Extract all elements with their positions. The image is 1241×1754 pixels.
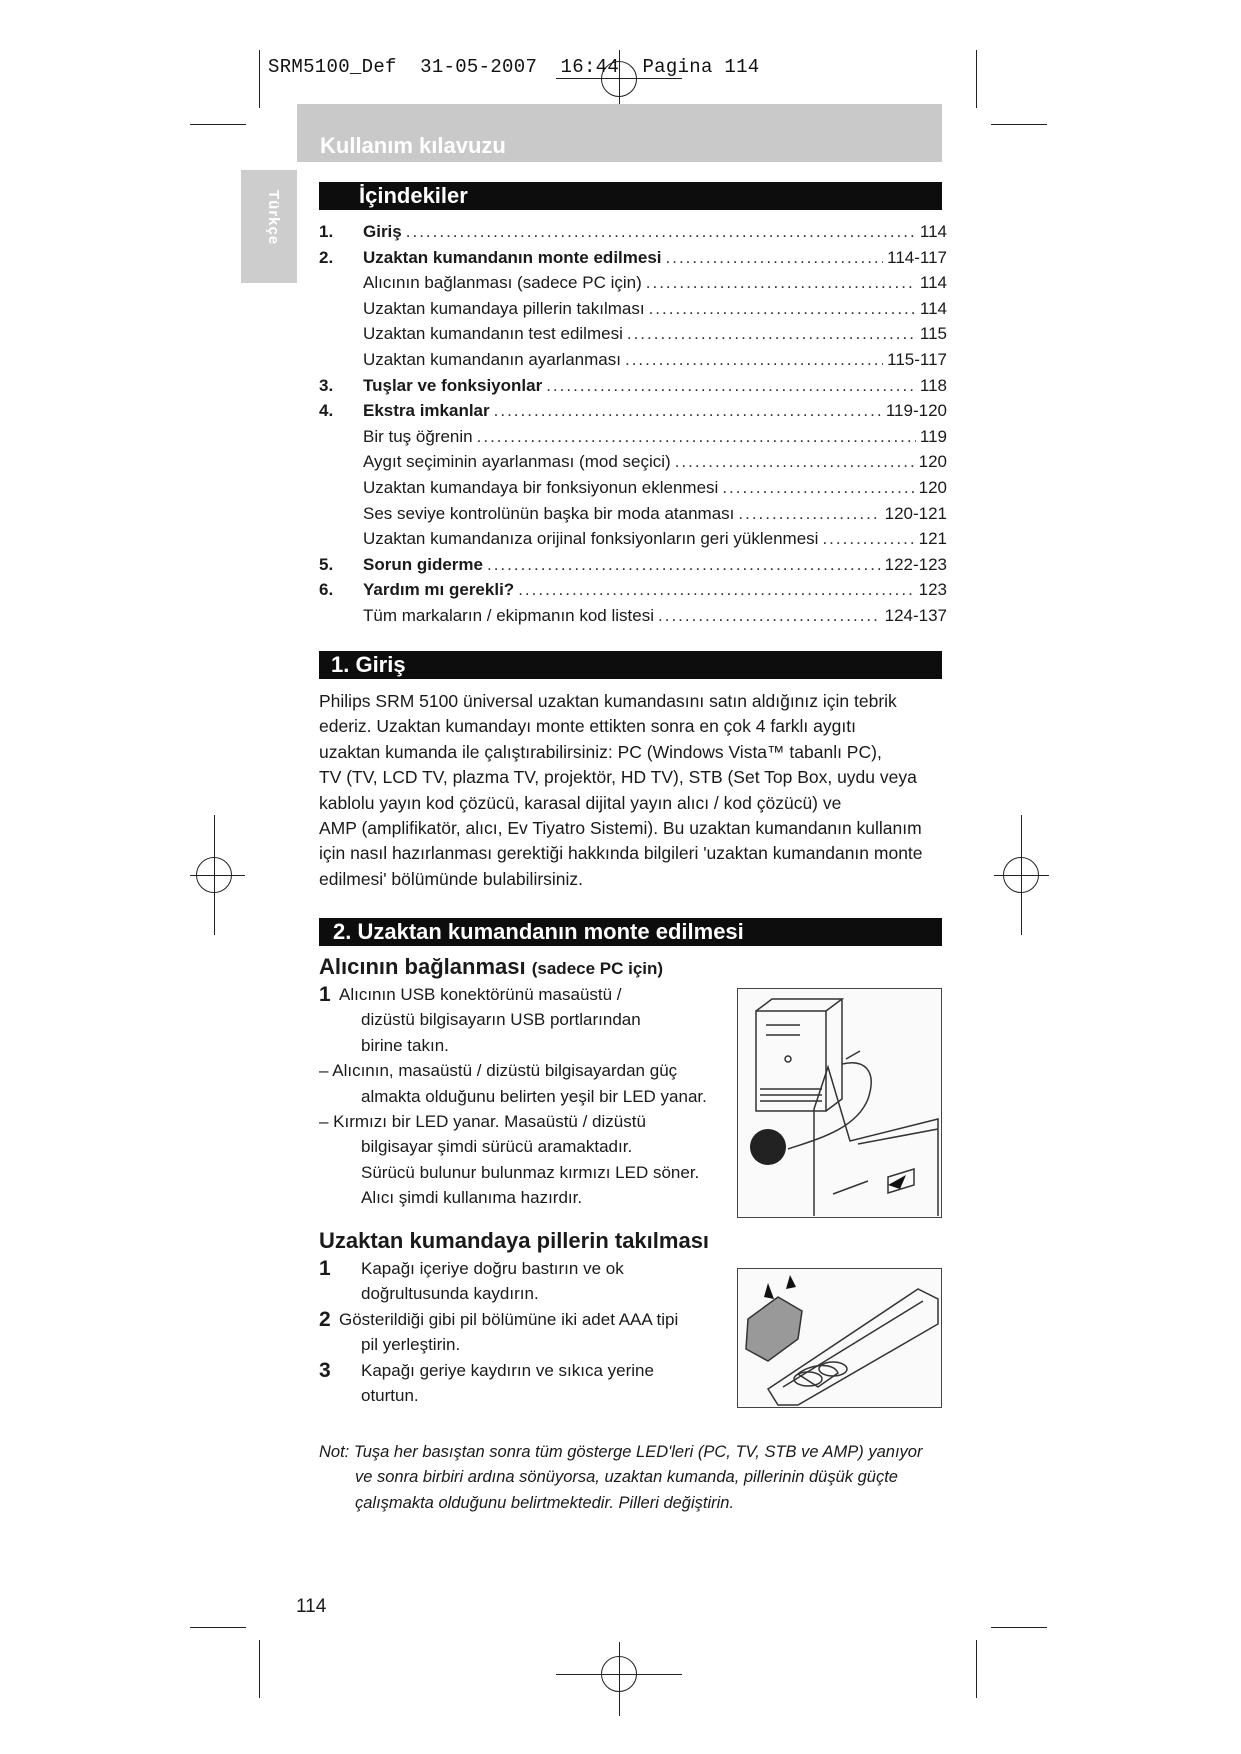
intro-paragraph	[319, 689, 969, 892]
step-line: Kapağı geriye kaydırın ve sıkıca yerine	[361, 1360, 654, 1380]
toc-entry	[319, 222, 947, 248]
toc-entry-label: Ses seviye kontrolünün başka bir moda atanması	[363, 503, 735, 523]
intro-line: uzaktan kumanda ile çalıştırabilirsiniz: PC (Windows Vista™ tabanlı PC),	[319, 741, 882, 762]
intro-line: Philips SRM 5100 üniversal uzaktan kumandasını satın aldığınız için tebrik	[319, 691, 897, 711]
toc-leader-dots	[518, 580, 914, 600]
toc-entry-number: 6.	[319, 580, 334, 600]
step-number: 1	[319, 1257, 331, 1280]
receiver-result-1	[319, 1058, 739, 1109]
print-slug: SRM5100_Def 31-05-2007 16:44 Pagina 114	[268, 56, 760, 78]
registration-mark-bottom	[601, 1656, 637, 1692]
pc-usb-drawing	[738, 989, 940, 1216]
toc-entry-page: 120-121	[884, 503, 947, 523]
toc-entry	[319, 376, 947, 402]
toc-entry	[319, 452, 947, 478]
toc-entry	[319, 580, 947, 606]
toc-entry	[319, 273, 947, 299]
intro-line: AMP (amplifikatör, alıcı, Ev Tiyatro Sistemi). Bu uzaktan kumandanın kullanım	[319, 818, 922, 839]
toc-leader-dots	[494, 401, 882, 421]
receiver-illustration	[737, 988, 942, 1218]
battery-step-2	[319, 1307, 739, 1358]
toc-entry-page: 115-117	[887, 349, 947, 369]
battery-step-3	[319, 1358, 739, 1409]
language-tab-label: Türkçe	[265, 190, 282, 246]
intro-line: TV (TV, LCD TV, plazma TV, projektör, HD TV), STB (Set Top Box, uydu veya	[319, 767, 917, 788]
batteries-title: Uzaktan kumandaya pillerin takılması	[319, 1228, 710, 1253]
toc-entry-number: 2.	[319, 247, 334, 267]
receiver-title-small: (sadece PC için)	[531, 959, 664, 978]
toc-leader-dots	[649, 299, 916, 319]
step-line: Gösterildiği gibi pil bölümüne iki adet AAA tipi	[339, 1309, 679, 1329]
result-line: – Kırmızı bir LED yanar. Masaüstü / dizüstü	[319, 1112, 646, 1132]
toc-leader-dots	[738, 504, 880, 524]
battery-steps	[319, 1256, 739, 1408]
result-line: Alıcı şimdi kullanıma hazırdır.	[361, 1188, 583, 1208]
result-line: – Alıcının, masaüstü / dizüstü bilgisayardan güç	[319, 1061, 678, 1081]
toc-entry	[319, 529, 947, 555]
toc-list	[319, 222, 947, 632]
toc-leader-dots	[675, 452, 915, 472]
toc-entry	[319, 427, 947, 453]
toc-entry-label: Uzaktan kumandanıza orijinal fonksiyonların geri yüklenmesi	[363, 529, 819, 549]
page-number: 114	[296, 1596, 327, 1617]
toc-entry	[319, 606, 947, 632]
toc-entry-number: 5.	[319, 554, 334, 574]
toc-entry-label: Uzaktan kumandanın ayarlanması	[363, 349, 621, 369]
manual-title: Kullanım kılavuzu	[320, 133, 506, 158]
step-number: 1	[319, 983, 331, 1006]
toc-entry	[319, 401, 947, 427]
step-number: 2	[319, 1307, 331, 1331]
toc-entry-page: 124-137	[884, 605, 947, 625]
toc-entry-label: Uzaktan kumandanın monte edilmesi	[363, 247, 662, 267]
toc-leader-dots	[406, 222, 916, 242]
toc-entry-label: Ekstra imkanlar	[363, 401, 490, 421]
toc-leader-dots	[546, 376, 916, 396]
battery-illustration	[737, 1268, 942, 1408]
toc-entry-page: 115	[919, 324, 947, 344]
note-line: ve sonra birbiri ardına sönüyorsa, uzaktan kumanda, pillerinin düşük güçte	[355, 1468, 898, 1487]
toc-entry-label: Aygıt seçiminin ayarlanması (mod seçici)	[363, 452, 671, 472]
step-line: birine takın.	[361, 1035, 449, 1055]
toc-entry-label: Tüm markaların / ekipmanın kod listesi	[363, 605, 654, 625]
toc-entry-page: 114	[919, 273, 947, 293]
toc-leader-dots	[477, 427, 916, 447]
toc-entry-label: Uzaktan kumandaya pillerin takılması	[363, 298, 645, 318]
toc-leader-dots	[627, 324, 916, 344]
toc-entry-page: 119	[919, 426, 947, 446]
toc-heading: İçindekiler	[319, 182, 942, 210]
battery-note	[319, 1440, 969, 1516]
receiver-title-main: Alıcının bağlanması	[319, 954, 526, 979]
receiver-result-2	[319, 1109, 739, 1211]
note-line: çalışmakta olduğunu belirtmektedir. Pilleri değiştirin.	[355, 1493, 735, 1512]
toc-entry-number: 1.	[319, 222, 334, 241]
toc-entry-label: Giriş	[363, 222, 402, 241]
toc-entry-page: 123	[918, 580, 947, 600]
step-line: pil yerleştirin.	[361, 1335, 461, 1355]
toc-entry-number: 4.	[319, 401, 334, 421]
toc-entry-label: Sorun giderme	[363, 554, 483, 574]
toc-entry	[319, 248, 947, 274]
toc-entry-page: 118	[919, 375, 947, 395]
registration-mark-right	[1003, 857, 1039, 893]
toc-entry-label: Alıcının bağlanması (sadece PC için)	[363, 273, 642, 293]
battery-step-1	[319, 1256, 739, 1307]
step-line: dizüstü bilgisayarın USB portlarından	[361, 1010, 641, 1030]
toc-leader-dots	[722, 478, 914, 498]
install-heading: 2. Uzaktan kumandanın monte edilmesi	[319, 918, 942, 946]
toc-leader-dots	[666, 248, 884, 268]
toc-leader-dots	[487, 555, 881, 575]
intro-line: edilmesi' bölümünde bulabilirsiniz.	[319, 868, 584, 889]
step-number: 3	[319, 1358, 331, 1382]
toc-entry-number: 3.	[319, 375, 334, 395]
toc-entry-page: 114-117	[887, 247, 947, 267]
toc-leader-dots	[625, 350, 883, 370]
registration-mark-left	[196, 857, 232, 893]
toc-entry-page: 121	[918, 529, 947, 549]
intro-line: kablolu yayın kod çözücü, karasal dijital yayın alıcı / kod çözücü) ve	[319, 792, 842, 813]
intro-line: ederiz. Uzaktan kumandayı monte ettikten sonra en çok 4 farklı aygıtı	[319, 716, 856, 737]
toc-leader-dots	[822, 529, 914, 549]
toc-entry-label: Uzaktan kumandaya bir fonksiyonun eklenmesi	[363, 477, 719, 497]
result-line: bilgisayar şimdi sürücü aramaktadır.	[361, 1137, 633, 1157]
toc-entry	[319, 299, 947, 325]
intro-line: için nasıl hazırlanması gerektiği hakkında bilgileri 'uzaktan kumandanın monte	[319, 843, 923, 864]
receiver-step-1	[319, 982, 739, 1058]
toc-leader-dots	[646, 273, 916, 293]
result-line: Sürücü bulunur bulunmaz kırmızı LED söner.	[361, 1162, 700, 1182]
step-line: doğrultusunda kaydırın.	[361, 1284, 539, 1304]
step-line: Alıcının USB konektörünü masaüstü /	[339, 985, 622, 1004]
intro-heading: 1. Giriş	[319, 651, 942, 679]
toc-entry-page: 120	[918, 452, 947, 472]
toc-entry	[319, 478, 947, 504]
toc-entry	[319, 504, 947, 530]
toc-entry-label: Bir tuş öğrenin	[363, 426, 473, 446]
toc-entry	[319, 555, 947, 581]
toc-entry-label: Tuşlar ve fonksiyonlar	[363, 375, 543, 395]
note-line: Not: Tuşa her basıştan sonra tüm gösterge LED'leri (PC, TV, STB ve AMP) yanıyor	[319, 1443, 923, 1461]
step-line: Kapağı içeriye doğru bastırın ve ok	[361, 1259, 624, 1278]
toc-entry-label: Uzaktan kumandanın test edilmesi	[363, 324, 623, 344]
step-line: oturtun.	[361, 1386, 419, 1406]
receiver-title	[319, 954, 663, 980]
toc-entry-page: 119-120	[885, 401, 947, 421]
toc-entry-page: 114	[919, 222, 947, 241]
remote-battery-drawing	[738, 1269, 940, 1406]
toc-entry-page: 122-123	[884, 554, 947, 574]
toc-entry	[319, 324, 947, 350]
toc-leader-dots	[658, 606, 881, 626]
toc-entry-label: Yardım mı gerekli?	[363, 580, 515, 600]
toc-entry-page: 120	[918, 477, 947, 497]
result-line: almakta olduğunu belirten yeşil bir LED yanar.	[361, 1086, 707, 1106]
toc-entry	[319, 350, 947, 376]
receiver-steps	[319, 982, 739, 1211]
toc-entry-page: 114	[919, 298, 947, 318]
